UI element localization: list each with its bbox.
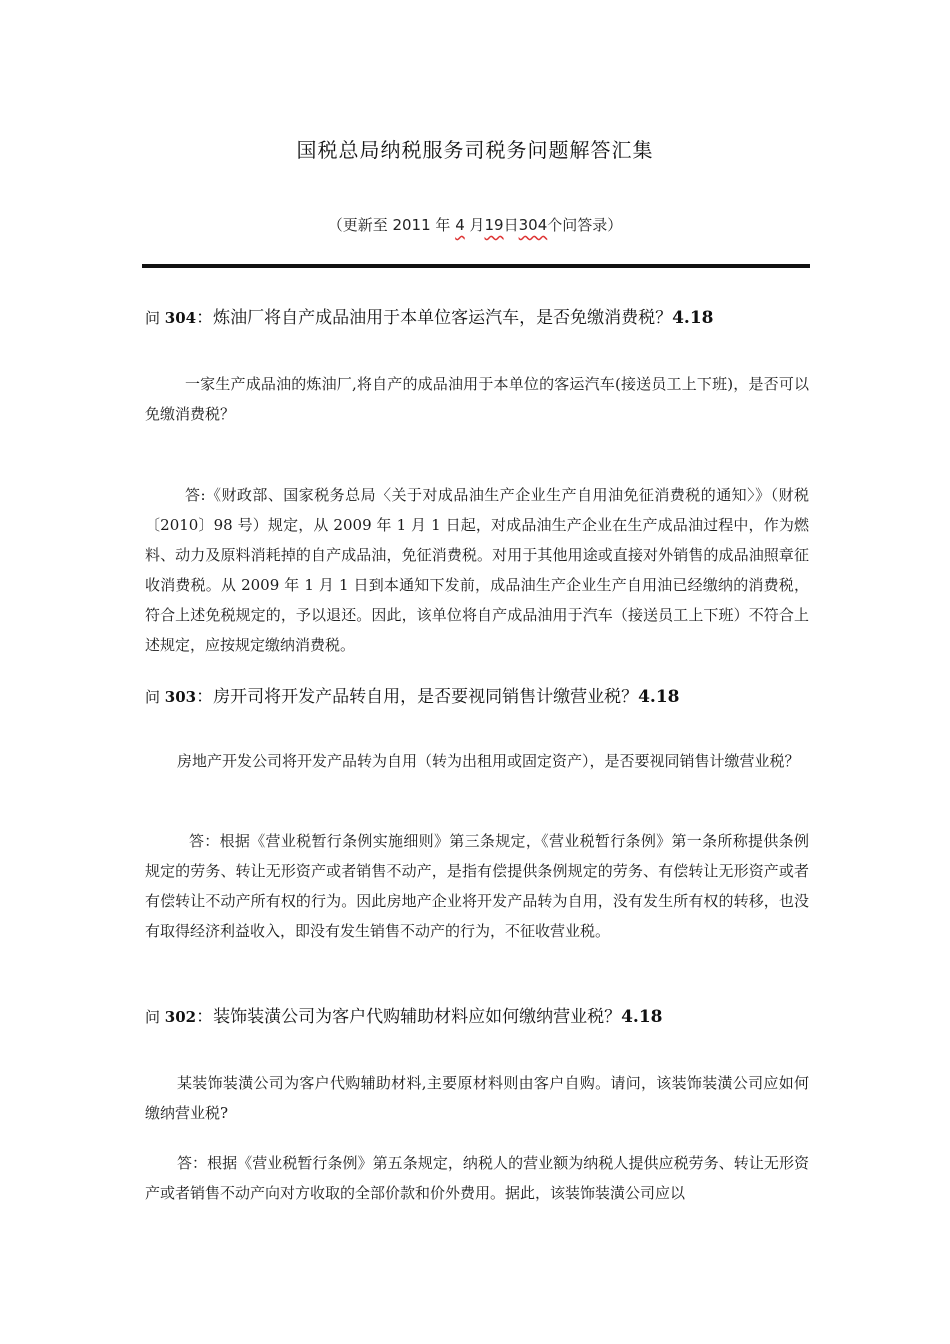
question-text: 炼油厂将自产成品油用于本单位客运汽车，是否免缴消费税？ [213,308,673,328]
question-number: 302 [164,1008,197,1026]
question-heading [145,682,815,707]
question-colon: ： [196,308,214,328]
document-subtitle [0,214,950,235]
subtitle-count: 304 [518,216,548,234]
question-body: 一家生产成品油的炼油厂,将自产的成品油用于本单位的客运汽车(接送员工上下班)，是否可以免缴消费税？ [145,375,809,423]
question-prefix: 问 [145,1008,165,1026]
question-heading [145,303,815,328]
answer-body: 答:《财政部、国家税务总局〈关于对成品油生产企业生产自用油免征消费税的通知〉》（财税〔2010〕98 号）规定，从 2009 年 1 月 1 日起，对成品油生产企业在生产成品油过程中，作为燃料、动力及原料消耗掉的自产成品油，免征消费税。对用于其他用途或直接对外销售的成品油照章征收消费税。从 2009 年 1 月 1 日到本通知下发前，成品油生产企业生产自用油已经缴纳的消费税，符合上述免税规定的，予以退还。因此，该单位将自产成品油用于汽车（接送员工上下班）不符合上述规定，应按规定缴纳消费税。 [145,486,809,654]
question-number-wrap [165,688,196,706]
subtitle-suffix: 个问答录） [547,216,623,234]
question-date: 4.18 [638,687,680,707]
question-number-wrap [165,1008,196,1026]
question-body: 房地产开发公司将开发产品转为自用（转为出租用或固定资产），是否要视同销售计缴营业税？ [177,752,800,770]
document-title: 国税总局纳税服务司税务问题解答汇集 [296,138,654,162]
question-text: 装饰装潢公司为客户代购辅助材料应如何缴纳营业税？ [213,1007,622,1027]
question-colon: ： [196,1007,214,1027]
subtitle-day-unit: 日 [503,216,519,234]
question-text: 房开司将开发产品转自用，是否要视同销售计缴营业税？ [213,687,639,707]
question-number-wrap [165,309,196,327]
subtitle-month-unit: 月 [464,216,485,234]
subtitle-month: 4 [455,216,465,234]
question-date: 4.18 [621,1007,663,1027]
question-heading [145,1002,815,1027]
answer-body: 答：根据《营业税暂行条例》第五条规定，纳税人的营业额为纳税人提供应税劳务、转让无形资产或者销售不动产向对方收取的全部价款和价外费用。据此，该装饰装潢公司应以 [145,1154,809,1202]
answer-body: 答：根据《营业税暂行条例实施细则》第三条规定，《营业税暂行条例》第一条所称提供条例规定的劳务、转让无形资产或者销售不动产，是指有偿提供条例规定的劳务、有偿转让无形资产或者有偿转让不动产所有权的行为。因此房地产企业将开发产品转为自用，没有发生所有权的转移，也没有取得经济利益收入，即没有发生销售不动产的行为，不征收营业税。 [145,832,809,940]
question-body: 某装饰装潢公司为客户代购辅助材料,主要原材料则由客户自购。请问，该装饰装潢公司应如何缴纳营业税? [145,1074,809,1122]
question-prefix: 问 [145,688,165,706]
question-number: 304 [164,309,197,327]
subtitle-prefix: （更新至 2011 年 [327,216,456,234]
header-divider [142,264,810,268]
question-prefix: 问 [145,309,165,327]
question-date: 4.18 [672,308,714,328]
subtitle-day: 19 [484,216,504,234]
question-colon: ： [196,687,214,707]
question-number: 303 [164,688,197,706]
